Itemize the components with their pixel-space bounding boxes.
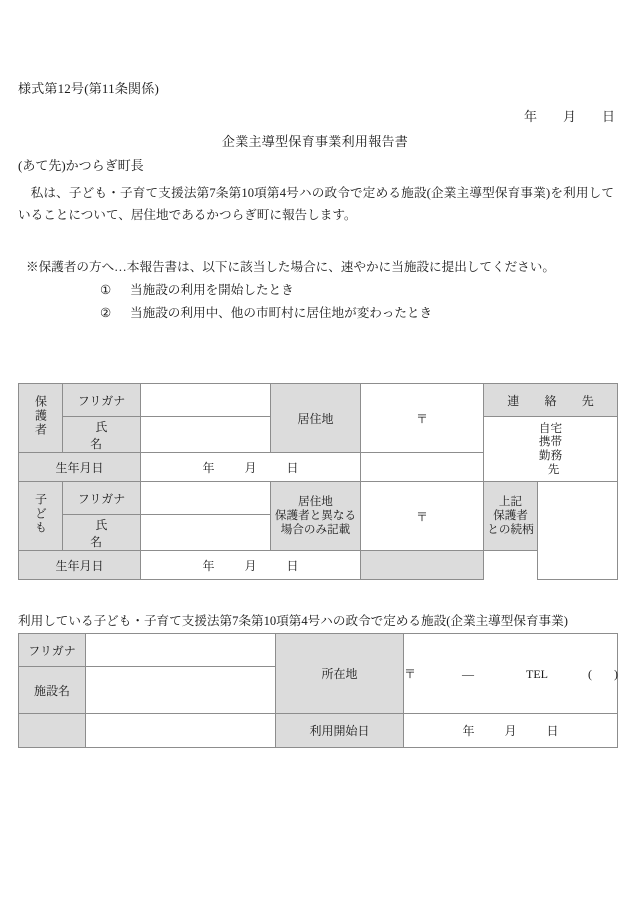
birth-month-label: 月: [244, 460, 257, 475]
birth-day-label: 日: [286, 460, 299, 475]
form-number: 様式第12号(第11条関係): [18, 81, 159, 96]
facility-address-label: 所在地: [276, 634, 404, 714]
postal-mark-icon: 〒: [415, 509, 428, 524]
guardian-residence-input[interactable]: [361, 384, 484, 453]
child-residence-input[interactable]: [361, 482, 484, 551]
note-number: ②: [100, 306, 112, 321]
facility-furigana-input[interactable]: [86, 634, 276, 667]
notes-heading: ※保護者の方へ…本報告書は、以下に該当した場合に、速やかに当施設に提出してください。: [26, 260, 555, 274]
facility-table: [18, 633, 618, 748]
tel-label: TEL: [526, 667, 549, 681]
facility-name-input[interactable]: [86, 667, 276, 714]
guardian-name-label: [63, 417, 141, 453]
start-month-label: 月: [504, 724, 517, 738]
guardian-name-label-text: 氏 名: [90, 419, 142, 451]
contact-type-work: 勤務: [538, 449, 563, 462]
guardian-name-input[interactable]: [141, 417, 271, 453]
child-residence-label: [271, 482, 361, 551]
table-row: [19, 714, 618, 748]
guardian-birth-input[interactable]: [141, 453, 361, 482]
date-month-label: 月: [562, 109, 576, 124]
child-row-label-cell: [19, 482, 63, 551]
birth-year-label: 年: [202, 460, 215, 475]
date-year-label: 年: [523, 109, 537, 124]
birth-month-label: 月: [244, 558, 257, 573]
note-text: 当施設の利用中、他の市町村に居住地が変わったとき: [130, 306, 433, 321]
note-item: [100, 281, 616, 300]
child-residence-label-line2: 保護者と異なる: [274, 509, 357, 523]
postal-mark-icon: 〒: [415, 411, 428, 426]
facility-address-input[interactable]: [404, 634, 618, 714]
child-relation-label: [484, 482, 538, 551]
table-row: [19, 551, 618, 580]
child-row-label: 子ども: [33, 493, 48, 535]
guardian-row-label: 保護者: [33, 395, 48, 437]
contact-type-work-suffix: 先: [547, 462, 560, 476]
child-relation-label-line2: 保護者: [493, 509, 528, 523]
document-date-line: [524, 106, 615, 125]
table-row: [19, 634, 618, 667]
guardian-row-label-cell: [19, 384, 63, 453]
contact-type-mobile: 携帯: [538, 435, 563, 449]
tel-paren-close: ): [614, 667, 619, 681]
birth-day-label: 日: [286, 558, 299, 573]
postal-dash: —: [462, 667, 475, 681]
facility-name-input-spacer[interactable]: [86, 714, 276, 748]
facility-name-label-spacer: [19, 714, 86, 748]
guardian-contact-header: [484, 384, 618, 417]
addressee: (あて先)かつらぎ町長: [18, 158, 144, 173]
guardian-residence-label: 居住地: [271, 384, 361, 453]
child-relation-label-line1: 上記: [498, 495, 523, 509]
child-relation-input[interactable]: [538, 482, 618, 580]
child-name-label: [63, 515, 141, 551]
child-furigana-label: フリガナ: [63, 482, 141, 515]
facility-section-title: 利用している子ども・子育て支援法第7条第10項第4号ハの政令で定める施設(企業主導型保育事業): [18, 614, 568, 628]
page-title: 企業主導型保育事業利用報告書: [221, 134, 409, 149]
child-residence-label-line1: 居住地: [298, 495, 333, 509]
contact-type-home: 自宅: [538, 421, 563, 435]
child-name-label-text: 氏 名: [90, 517, 142, 549]
notes-block: [26, 258, 616, 323]
table-row: [19, 482, 618, 515]
postal-mark-icon: 〒: [404, 667, 417, 681]
child-birth-spacer: [361, 551, 484, 580]
facility-name-label: 施設名: [19, 667, 86, 714]
child-birth-label: [19, 551, 141, 580]
facility-start-date-input[interactable]: [404, 714, 618, 748]
child-name-input[interactable]: [141, 515, 271, 551]
child-relation-label-line3: との続柄: [487, 522, 534, 536]
guardian-contact-input[interactable]: [484, 417, 618, 482]
start-day-label: 日: [546, 724, 559, 738]
start-year-label: 年: [462, 724, 475, 738]
note-text: 当施設の利用を開始したとき: [130, 283, 294, 298]
date-day-label: 日: [601, 109, 615, 124]
note-item: [100, 304, 616, 323]
child-residence-label-line3: 場合のみ記載: [280, 522, 351, 536]
guardian-furigana-label: フリガナ: [63, 384, 141, 417]
persons-table: [18, 383, 618, 580]
child-birth-label-text: 生年月日: [55, 558, 104, 573]
guardian-furigana-input[interactable]: [141, 384, 271, 417]
facility-furigana-label: フリガナ: [19, 634, 86, 667]
birth-year-label: 年: [202, 558, 215, 573]
child-furigana-input[interactable]: [141, 482, 271, 515]
child-birth-input[interactable]: [141, 551, 361, 580]
table-row: [19, 384, 618, 417]
tel-paren-open: (: [588, 667, 593, 681]
note-number: ①: [100, 283, 112, 298]
guardian-birth-label-text: 生年月日: [55, 460, 104, 475]
guardian-birth-label: [19, 453, 141, 482]
guardian-contact-label: 連 絡 先: [507, 393, 601, 408]
statement-paragraph: 私は、子ども・子育て支援法第7条第10項第4号ハの政令で定める施設(企業主導型保育事業)を利用していることについて、居住地であるかつらぎ町に報告します。: [18, 186, 614, 222]
facility-start-date-label: 利用開始日: [276, 714, 404, 748]
